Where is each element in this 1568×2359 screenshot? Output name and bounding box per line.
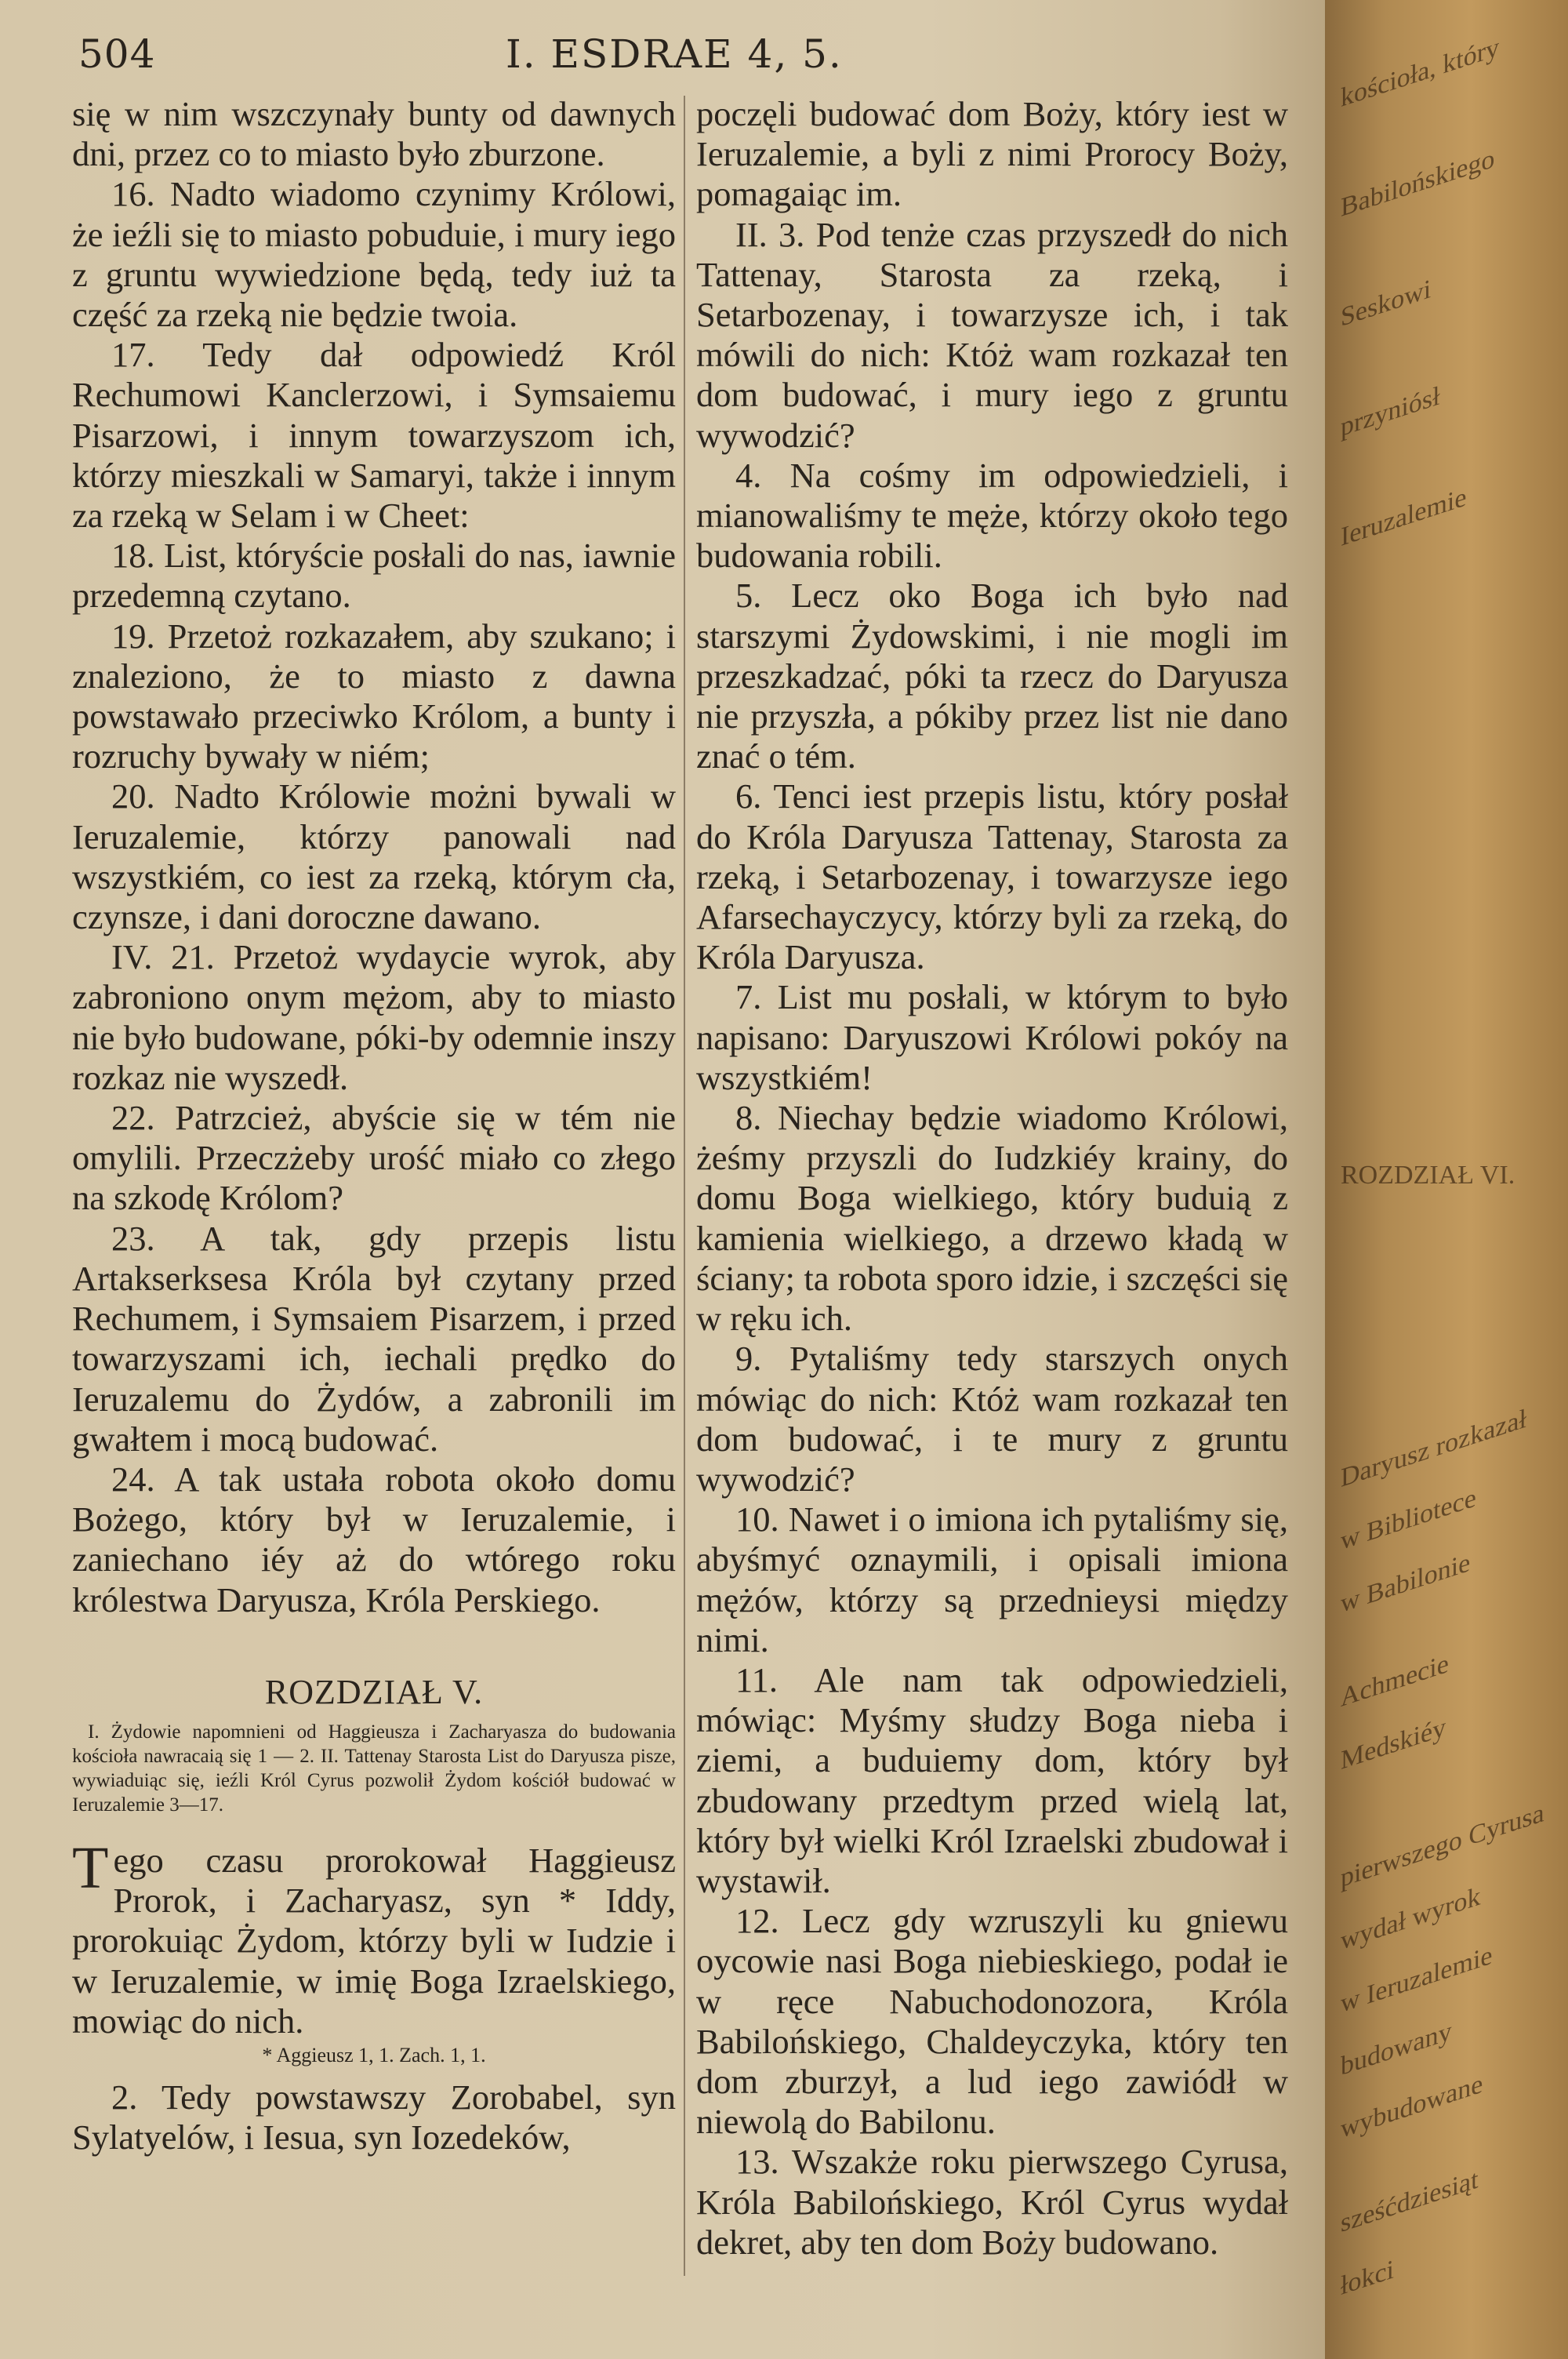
facing-line: w Ieruzalemie [1341, 1940, 1493, 2019]
facing-line: Seskowi [1341, 274, 1432, 333]
facing-line: przyniósł [1341, 380, 1440, 443]
verse: 20. Nadto Królowie możni bywali w Ieruzalemie, którzy panowali nad wszystkiém, co iest za rzeką, którym cła, czynsze, i dani doroczne dawano. [72, 776, 676, 937]
verse: 11. Ale nam tak odpowiedzieli, mówiąc: Myśmy słudzy Boga nieba i ziemi, a buduiemy dom, który był zbudowany przedtym przed wielą lat, który był wielki Król Izraelski zbudował i wystawił. [696, 1659, 1288, 1900]
facing-line: Medskiéy [1341, 1712, 1446, 1776]
verse-continuation: poczęli budować dom Boży, który iest w Ieruzalemie, a byli z nimi Prorocy Boży, pomagaiąc im. [696, 94, 1288, 214]
chapter-summary: I. Żydowie napomnieni od Haggieusza i Zacharyasza do budowania kościoła nawracaią się 1 — 2. II. Tattenay Starosta List do Daryusza pisze, wywiaduiąc się, ieźli Król Cyrus pozwolił Żydom kościół budować w Ieruzalemie 3—17. [72, 1721, 676, 1816]
facing-line: Achmecie [1341, 1648, 1449, 1714]
facing-page-edge [1325, 0, 1568, 2359]
chapter-heading: ROZDZIAŁ V. [264, 1672, 484, 1711]
footnote: * Aggieusz 1, 1. Zach. 1, 1. [262, 2043, 486, 2066]
chapter-opening [72, 1834, 676, 2041]
verse: 7. List mu posłali, w którym to było napisano: Daryuszowi Królowi pokóy na wszystkiém! [696, 977, 1288, 1097]
facing-line: wybudowane [1341, 2069, 1483, 2145]
facing-line: Ieruzalemie [1341, 482, 1467, 553]
verse: 5. Lecz oko Boga ich było nad starszymi Żydowskimi, i nie mogli im przeszkadzać, póki ta rzecz do Daryusza nie przyszła, a pókiby przez list nie dano znać o tém. [696, 576, 1288, 776]
verse: 18. List, któryście posłali do nas, iawnie przedemną czytano. [72, 536, 676, 616]
page-header [78, 31, 1294, 86]
drop-cap: T [72, 1834, 109, 1901]
facing-line: budowany [1341, 2016, 1452, 2082]
running-head: I. ESDRAE 4, 5. [506, 31, 843, 77]
opening-text: ego czasu prorokował Haggieusz Prorok, i Zacharyasz, syn * Iddy, prorokuiąc Żydom, którzy byli w Iudzie i w Ieruzalemie, w imię Boga Izraelskiego, mowiąc do nich. [72, 1840, 676, 2041]
verse: II. 3. Pod tenże czas przyszedł do nich Tattenay, Starosta za rzeką, i Setarbozenay, i towarzysze ich, i tak mówili do nich: Któż wam rozkazał ten dom budować, i mury iego z gruntu wywodzić? [696, 214, 1288, 455]
verse: 13. Wszakże roku pierwszego Cyrusa, Króla Babilońskiego, Król Cyrus wydał dekret, aby ten dom Boży budowano. [696, 2142, 1288, 2262]
verse: IV. 21. Przetoż wydaycie wyrok, aby zabroniono onym mężom, aby to miasto nie było budowane, póki-by odemnie inszy rozkaz nie wyszedł. [72, 937, 676, 1097]
facing-line: ROZDZIAŁ VI. [1341, 1161, 1515, 1190]
verse-continuation: się w nim wszczynały bunty od dawnych dni, przez co to miasto było zburzone. [72, 94, 676, 174]
facing-line: w Bibliotece [1341, 1482, 1476, 1557]
facing-line: sześćdziesiąt [1341, 2165, 1479, 2239]
verse: 2. Tedy powstawszy Zorobabel, syn Sylatyelów, i Iesua, syn Iozedeków, [72, 2077, 676, 2157]
left-column [72, 94, 676, 2157]
page-number: 504 [78, 31, 156, 77]
verse: 19. Przetoż rozkazałem, aby szukano; i znaleziono, że to miasto z dawna powstawało przeciwko Królom, a bunty i rozruchy bywały w niém; [72, 616, 676, 776]
facing-line: w Babilonie [1341, 1547, 1471, 1619]
facing-line: łokci [1341, 2255, 1394, 2302]
verse: 4. Na cośmy im odpowiedzieli, i mianowaliśmy te męże, którzy około tego budowania robili. [696, 455, 1288, 576]
facing-line: wydał wyrok [1341, 1881, 1481, 1957]
verse: 8. Niechay będzie wiadomo Królowi, żeśmy przyszli do Iudzkiéy krainy, do domu Boga wielkiego, który buduią z kamienia wielkiego, a drzewo kładą w ściany; ta robota sporo idzie, i szczęści się w ręku ich. [696, 1098, 1288, 1339]
column-divider [684, 96, 685, 2276]
facing-line: Babilońskiego [1341, 144, 1495, 224]
verse: 22. Patrzcież, abyście się w tém nie omylili. Przeczżeby urość miało co złego na szkodę Królom? [72, 1098, 676, 1218]
facing-line: pierwszego Cyrusa [1341, 1797, 1544, 1894]
facing-line: Daryusz rozkazał [1341, 1404, 1526, 1494]
verse: 16. Nadto wiadomo czynimy Królowi, że ieźli się to miasto pobuduie, i mury iego z gruntu wywiedzione będą, tedy iuż ta część za rzeką nie będzie twoia. [72, 174, 676, 335]
verse: 12. Lecz gdy wzruszyli ku gniewu oycowie nasi Boga niebieskiego, podał ie w ręce Nabuchodonozora, Króla Babilońskiego, Chaldeyczyka, który ten dom zburzył, a lud iego zawiódł w niewolą do Babilonu. [696, 1901, 1288, 2142]
facing-line: kościoła, który [1341, 32, 1500, 114]
verse: 23. A tak, gdy przepis listu Artakserksesa Króla był czytany przed Rechumem, i Symsaiem Pisarzem, i przed towarzyszami ich, iechali prędko do Ieruzalemu do Żydów, a zabronili im gwałtem i mocą budować. [72, 1218, 676, 1459]
verse: 9. Pytaliśmy tedy starszych onych mówiąc do nich: Któż wam rozkazał ten dom budować, i te mury z gruntu wywodzić? [696, 1339, 1288, 1499]
verse: 10. Nawet i o imiona ich pytaliśmy się, abyśmyć oznaymili, i opisali imiona mężów, którzy są przednieysi między nimi. [696, 1499, 1288, 1659]
verse: 24. A tak ustała robota około domu Bożego, który był w Ieruzalemie, i zaniechano iéy aż do wtórego roku królestwa Daryusza, Króla Perskiego. [72, 1459, 676, 1619]
right-column [696, 94, 1288, 2263]
verse: 6. Tenci iest przepis listu, który posłał do Króla Daryusza Tattenay, Starosta za rzeką, i Setarbozenay, i towarzysze iego Afarsechayczycy, którzy byli za rzeką, do Króla Daryusza. [696, 776, 1288, 977]
verse: 17. Tedy dał odpowiedź Król Rechumowi Kanclerzowi, i Symsaiemu Pisarzowi, i innym towarzyszom ich, którzy mieszkali w Samaryi, także i innym za rzeką w Selam i w Cheet: [72, 335, 676, 536]
